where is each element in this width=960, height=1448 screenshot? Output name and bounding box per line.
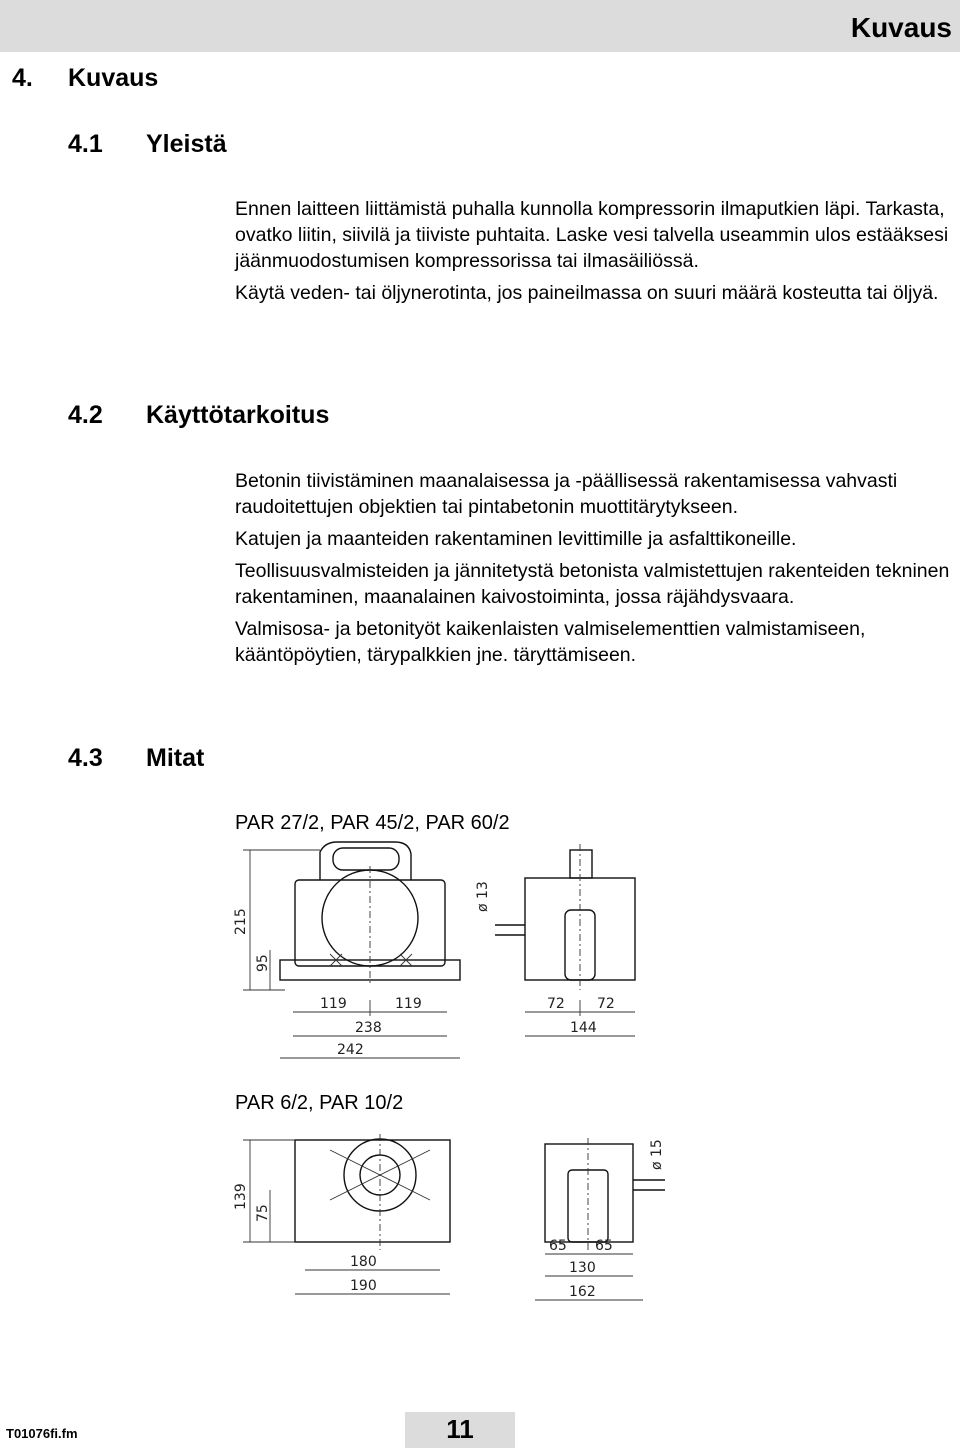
dim-width-total: 190 bbox=[350, 1278, 377, 1294]
section-4-2-body bbox=[235, 468, 955, 674]
dim-depth-left: 65 bbox=[549, 1238, 567, 1254]
drawing-2-dimension-sketch bbox=[225, 1130, 685, 1310]
section-4-3-number: 4.3 bbox=[68, 744, 103, 772]
header-band bbox=[0, 0, 960, 52]
drawing-1-caption: PAR 27/2, PAR 45/2, PAR 60/2 bbox=[235, 812, 510, 834]
paragraph: Ennen laitteen liittämistä puhalla kunnolla kompressorin ilmaputkien läpi. Tarkasta, ovatko liitin, siivilä ja tiiviste puhtaita. Laske vesi talvella useammin ulos estääksesi jäänmuodostumisen kompressorissa tai ilmasäiliössä. bbox=[235, 198, 949, 272]
dim-width-inner: 238 bbox=[355, 1020, 382, 1036]
paragraph: Betonin tiivistäminen maanalaisessa ja -päällisessä rakentamisessa vahvasti raudoitettujen objektien tai pintabetonin muottitärytykseen. bbox=[235, 470, 898, 518]
side-view bbox=[545, 1138, 665, 1250]
front-view bbox=[295, 1134, 450, 1250]
dim-depth-right: 72 bbox=[597, 996, 615, 1012]
drawing-1-dimension-sketch bbox=[225, 840, 665, 1070]
running-header-title: Kuvaus bbox=[850, 12, 952, 43]
front-view bbox=[280, 842, 460, 985]
section-4-1-body bbox=[235, 196, 955, 312]
dim-depth-inner: 130 bbox=[569, 1260, 596, 1276]
drawing-2-caption: PAR 6/2, PAR 10/2 bbox=[235, 1092, 404, 1114]
dim-height-total: 215 bbox=[233, 908, 249, 935]
dim-height-axis: 75 bbox=[255, 1204, 271, 1222]
dim-depth-total: 144 bbox=[570, 1020, 597, 1036]
footer-document-id: T01076fi.fm bbox=[6, 1426, 78, 1441]
side-view bbox=[495, 844, 635, 990]
dim-height-total: 139 bbox=[233, 1183, 249, 1210]
paragraph: Käytä veden- tai öljynerotinta, jos paineilmassa on suuri määrä kosteutta tai öljyä. bbox=[235, 282, 939, 304]
paragraph: Valmisosa- ja betonityöt kaikenlaisten valmiselementtien valmistamiseen, kääntöpöytien, tärypalkkien jne. täryttämiseen. bbox=[235, 618, 866, 666]
dim-diameter: ø 15 bbox=[649, 1139, 665, 1170]
dim-width-inner: 180 bbox=[350, 1254, 377, 1270]
dim-width-total: 242 bbox=[337, 1042, 364, 1058]
section-4-2-title: Käyttötarkoitus bbox=[146, 401, 330, 429]
dim-depth-left: 72 bbox=[547, 996, 565, 1012]
paragraph: Katujen ja maanteiden rakentaminen levittimille ja asfalttikoneille. bbox=[235, 528, 797, 550]
dim-diameter: ø 13 bbox=[475, 881, 491, 912]
dim-width-half-left: 119 bbox=[320, 996, 347, 1012]
section-4-2-number: 4.2 bbox=[68, 401, 103, 429]
dim-depth-total: 162 bbox=[569, 1284, 596, 1300]
section-4-number: 4. bbox=[12, 64, 33, 92]
section-4-1-title: Yleistä bbox=[146, 130, 227, 158]
dim-height-axis: 95 bbox=[255, 954, 271, 972]
section-4-3-title: Mitat bbox=[146, 744, 205, 772]
paragraph: Teollisuusvalmisteiden ja jännitetystä betonista valmistettujen rakenteiden tekninen rakentaminen, maanalainen kaivostoiminta, jossa räjähdysvaara. bbox=[235, 560, 950, 608]
section-4-title: Kuvaus bbox=[68, 64, 159, 92]
page-number: 11 bbox=[446, 1414, 474, 1444]
dim-width-half-right: 119 bbox=[395, 996, 422, 1012]
dim-depth-right: 65 bbox=[595, 1238, 613, 1254]
section-4-1-number: 4.1 bbox=[68, 130, 103, 158]
